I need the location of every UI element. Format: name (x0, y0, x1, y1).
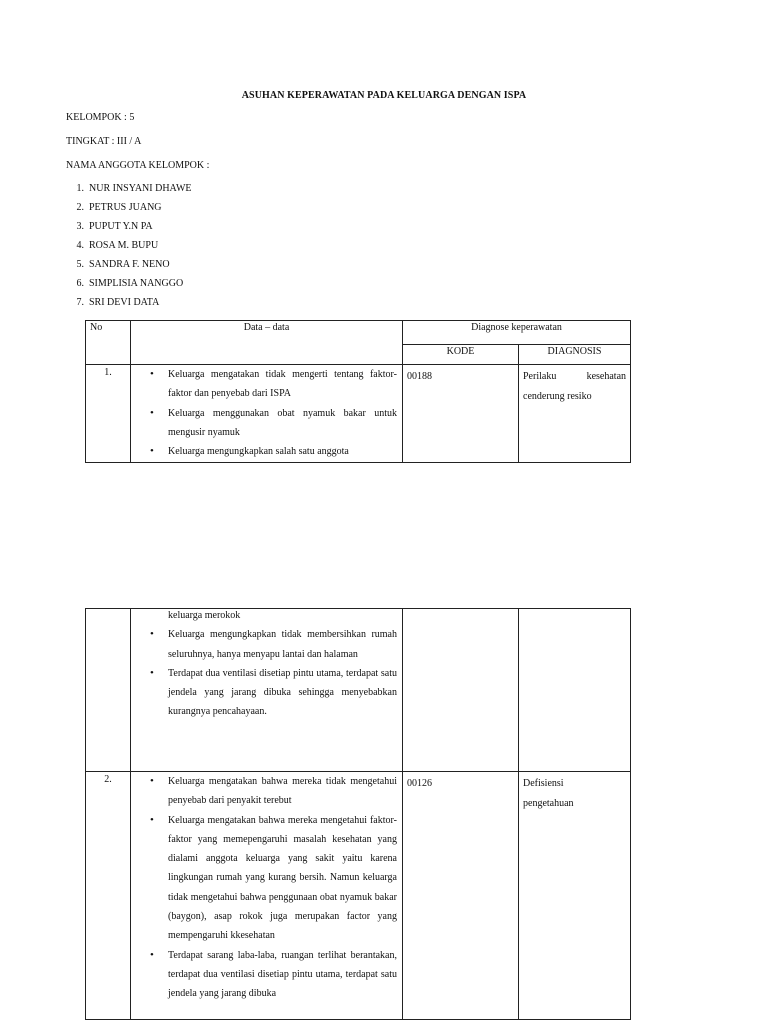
data-cell (131, 609, 403, 772)
data-bullet: • Keluarga mengatakan bahwa mereka mengetahui faktor-faktor yang memepengaruhi masalah kesehatan yang dialami anggota keluarga yang sakit yaitu karena lingkungan rumah yang kurang bersih. Namun keluarga tidak mengetahui bahwa penggunaan obat nyamuk bakar (baygon), asap rokok juga merupakan factor yang mempengaruhi kkesehatan (168, 811, 397, 946)
member-number: 7. (76, 297, 84, 308)
row-number: 1. (86, 365, 131, 463)
header-data: Data – data (131, 321, 403, 365)
member-name: PUPUT Y.N PA (89, 221, 153, 232)
kode-cell (403, 609, 519, 772)
diagnosis-line: pengetahuan (523, 797, 574, 809)
data-bullet: • Keluarga mengungkapkan salah satu anggota (168, 442, 397, 461)
nursing-care-table (85, 320, 631, 463)
member-name: PETRUS JUANG (89, 202, 162, 213)
member-item (66, 258, 192, 277)
document-title: ASUHAN KEPERAWATAN PADA KELUARGA DENGAN ISPA (241, 90, 527, 101)
table-row (86, 365, 631, 463)
tingkat-label: TINGKAT : III / A (66, 136, 142, 147)
header-diagnosis: DIAGNOSIS (519, 345, 631, 365)
data-bullet: • Keluarga menggunakan obat nyamuk bakar untuk mengusir nyamuk (168, 404, 397, 443)
member-number: 1. (76, 183, 84, 194)
member-number: 2. (76, 202, 84, 213)
member-item (66, 220, 192, 239)
member-name: ROSA M. BUPU (89, 240, 159, 251)
data-bullet: • Keluarga mengungkapkan tidak membersihkan rumah seluruhnya, hanya menyapu lantai dan halaman (168, 625, 397, 664)
member-number: 6. (76, 278, 84, 289)
row-number: 2. (86, 772, 131, 1020)
member-number: 4. (76, 240, 84, 251)
member-name: SANDRA F. NENO (89, 259, 170, 270)
diagnosis-cell (519, 365, 631, 463)
nama-anggota-label: NAMA ANGGOTA KELOMPOK : (66, 160, 210, 171)
member-name: SRI DEVI DATA (89, 297, 160, 308)
data-bullet: • Terdapat sarang laba-laba, ruangan terlihat berantakan, terdapat dua ventilasi disetiap pintu utama, terdapat satu jendela yang jarang dibuka (168, 946, 397, 1004)
member-name: NUR INSYANI DHAWE (89, 183, 192, 194)
header-kode: KODE (403, 345, 519, 365)
member-list (66, 182, 192, 315)
data-bullet: • Keluarga mengatakan bahwa mereka tidak mengetahui penyebab dari penyakit terebut (168, 772, 397, 811)
kode-cell: 00126 (403, 772, 519, 1020)
member-item (66, 277, 192, 296)
header-diagnose: Diagnose keperawatan (403, 321, 631, 345)
diagnosis-line: Defisiensi (523, 778, 564, 789)
member-number: 3. (76, 221, 84, 232)
data-cell (131, 365, 403, 463)
table-row (86, 772, 631, 1020)
member-item (66, 182, 192, 201)
kode-cell: 00188 (403, 365, 519, 463)
table-row (86, 609, 631, 772)
member-name: SIMPLISIA NANGGO (89, 278, 184, 289)
diagnosis-line: cenderung resiko (523, 390, 592, 402)
member-item (66, 201, 192, 220)
data-bullet: • Terdapat dua ventilasi disetiap pintu utama, terdapat satu jendela yang jarang dibuka sehingga menyebabkan kurangnya pencahayaan. (168, 664, 397, 722)
diagnosis-cell (519, 609, 631, 772)
member-number: 5. (76, 259, 84, 270)
data-bullet: • Keluarga mengatakan tidak mengerti tentang faktor-faktor dan penyebab dari ISPA (168, 365, 397, 404)
member-item (66, 296, 192, 315)
header-no: No (86, 321, 131, 365)
data-continuation: keluarga merokok (168, 610, 241, 621)
diagnosis-cell (519, 772, 631, 1020)
member-item (66, 239, 192, 258)
diagnosis-line: Perilaku kesehatan (523, 371, 627, 382)
row-number (86, 609, 131, 772)
kelompok-label: KELOMPOK : 5 (66, 112, 135, 123)
data-cell (131, 772, 403, 1020)
nursing-care-table-continued (85, 608, 631, 1020)
